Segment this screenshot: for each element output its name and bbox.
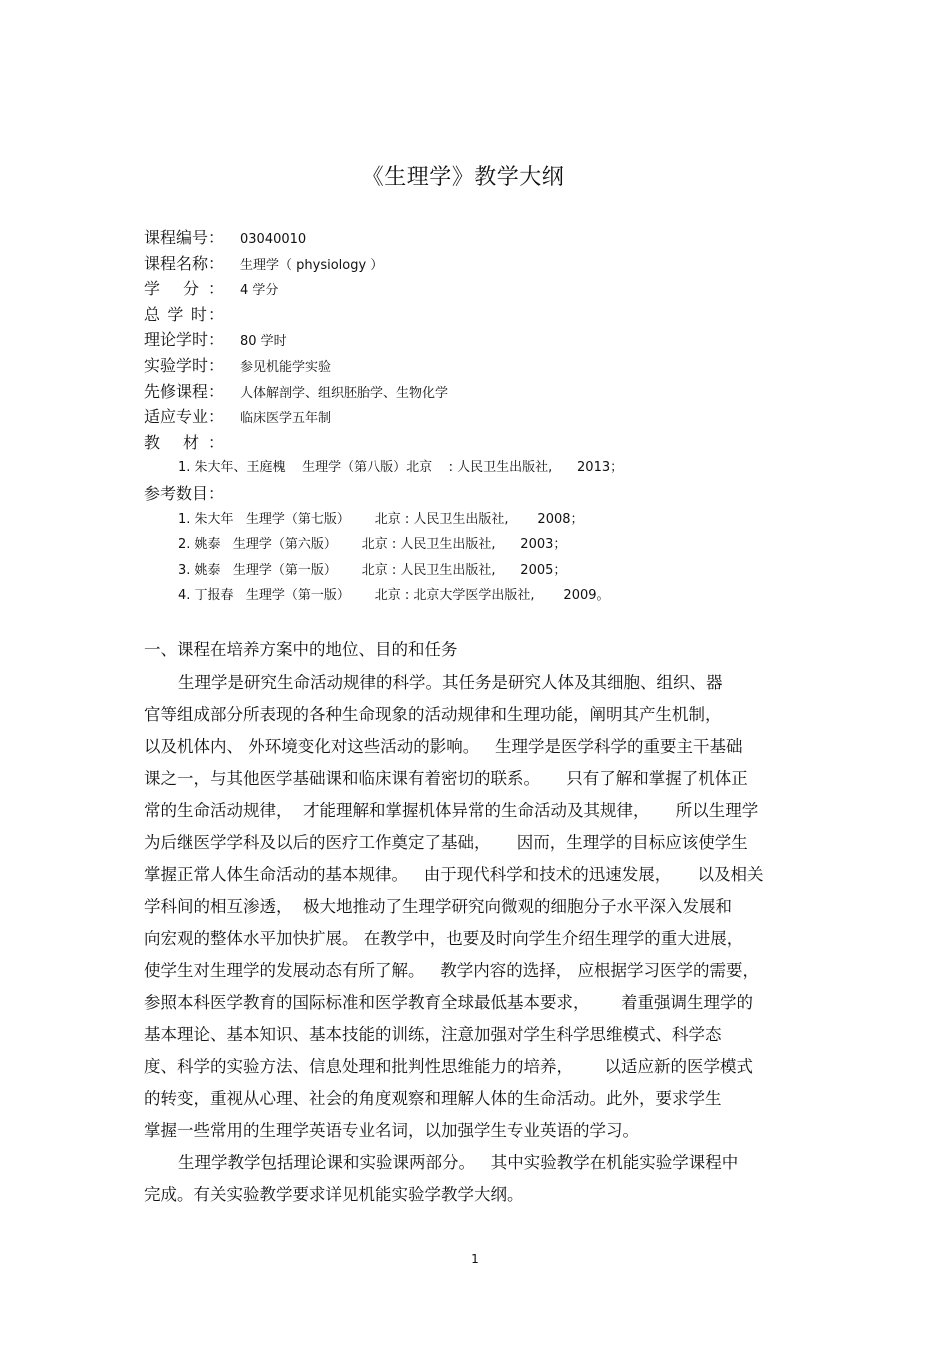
textbook-entry: [144, 455, 824, 481]
page-number: 1: [471, 1252, 479, 1266]
reference-item: [144, 583, 824, 609]
paragraph-line: 完成。有关实验教学要求详见机能实验学教学大纲。: [144, 1185, 524, 1204]
reference-text: 4. 丁报春 生理学（第一版） 北京 : 北京大学医学出版社, 2009。: [178, 588, 610, 604]
document-title: 《生理学》教学大纲: [361, 165, 565, 190]
references-row: [144, 481, 824, 507]
prerequisites-row: [144, 379, 824, 405]
prerequisites-value: 人体解剖学、组织胚胎学、生物化学: [240, 385, 449, 401]
paragraph-line: 学科间的相互渗透， 极大地推动了生理学研究向微观的细胞分子水平深入发展和: [144, 897, 732, 916]
paragraph-line: 掌握一些常用的生理学英语专业名词，以加强学生专业英语的学习。: [144, 1121, 639, 1140]
paragraph-line: 基本理论、基本知识、基本技能的训练，注意加强对学生科学思维模式、科学态: [144, 1025, 722, 1044]
paragraph-line: 向宏观的整体水平加快扩展。 在教学中，也要及时向学生介绍生理学的重大进展，: [144, 929, 744, 948]
paragraph-line: 生理学是研究生命活动规律的科学。其任务是研究人体及其细胞、组织、器: [178, 673, 723, 692]
course-name-label: 课程名称：: [144, 253, 225, 273]
total-hours-label: 总 学 时：: [144, 304, 224, 324]
paragraph-line: 的转变，重视从心理、社会的角度观察和理解人体的生命活动。此外，要求学生: [144, 1089, 722, 1108]
course-name-row: [144, 251, 824, 277]
major-row: [144, 404, 824, 430]
theory-hours-row: [144, 327, 824, 353]
paragraph-1: [144, 667, 824, 1147]
paragraph-2: [144, 1147, 824, 1211]
paragraph-line: 参照本科医学教育的国际标准和医学教育全球最低基本要求， 着重强调生理学的: [144, 993, 753, 1012]
paragraph-line: 为后继医学学科及以后的医疗工作奠定了基础， 因而，生理学的目标应该使学生: [144, 833, 748, 852]
credits-label: 学 分：: [144, 279, 224, 299]
lab-hours-label: 实验学时：: [144, 355, 225, 375]
major-label: 适应专业：: [144, 407, 225, 427]
textbook-row: [144, 430, 824, 456]
textbook-entry-text: 1. 朱大年、王庭槐 生理学（第八版）北京 : 人民卫生出版社, 2013；: [178, 460, 624, 476]
theory-hours-label: 理论学时：: [144, 330, 225, 350]
textbook-label: 教 材：: [144, 432, 224, 452]
section-1: [144, 636, 824, 1211]
reference-item: [144, 532, 824, 558]
course-name-value: 生理学（ physiology ）: [240, 257, 384, 273]
theory-hours-value: 80 学时: [240, 334, 287, 350]
reference-item: [144, 558, 824, 584]
credits-value: 4 学分: [240, 283, 279, 299]
reference-text: 2. 姚泰 生理学（第六版） 北京 : 人民卫生出版社, 2003；: [178, 537, 567, 553]
major-value: 临床医学五年制: [240, 411, 332, 427]
course-info: [144, 225, 824, 609]
credits-row: [144, 276, 824, 302]
section-1-title: 一、课程在培养方案中的地位、目的和任务: [144, 640, 458, 659]
lab-hours-row: [144, 353, 824, 379]
lab-hours-value: 参见机能学实验: [240, 359, 332, 375]
paragraph-line: 常的生命活动规律， 才能理解和掌握机体异常的生命活动及其规律， 所以生理学: [144, 801, 759, 820]
reference-text: 1. 朱大年 生理学（第七版） 北京 : 人民卫生出版社, 2008；: [178, 511, 584, 527]
prerequisites-label: 先修课程：: [144, 381, 225, 401]
reference-item: [144, 507, 824, 533]
paragraph-line: 课之一，与其他医学基础课和临床课有着密切的联系。 只有了解和掌握了机体正: [144, 769, 748, 788]
references-label: 参考数目：: [144, 483, 225, 503]
paragraph-line: 官等组成部分所表现的各种生命现象的活动规律和生理功能，阐明其产生机制，: [144, 705, 722, 724]
paragraph-line: 生理学教学包括理论课和实验课两部分。 其中实验教学在机能实验学课程中: [178, 1153, 739, 1172]
course-code-label: 课程编号：: [144, 228, 225, 247]
paragraph-line: 度、科学的实验方法、信息处理和批判性思维能力的培养， 以适应新的医学模式: [144, 1057, 753, 1076]
paragraph-line: 以及机体内、 外环境变化对这些活动的影响。 生理学是医学科学的重要主干基础: [144, 737, 743, 756]
course-code-row: [144, 225, 824, 251]
paragraph-line: 掌握正常人体生命活动的基本规律。 由于现代科学和技术的迅速发展， 以及相关: [144, 865, 764, 884]
paragraph-line: 使学生对生理学的发展动态有所了解。 教学内容的选择， 应根据学习医学的需要，: [144, 961, 759, 980]
total-hours-row: [144, 302, 824, 328]
reference-text: 3. 姚泰 生理学（第一版） 北京 : 人民卫生出版社, 2005；: [178, 562, 567, 578]
course-code-value: 03040010: [240, 232, 307, 247]
